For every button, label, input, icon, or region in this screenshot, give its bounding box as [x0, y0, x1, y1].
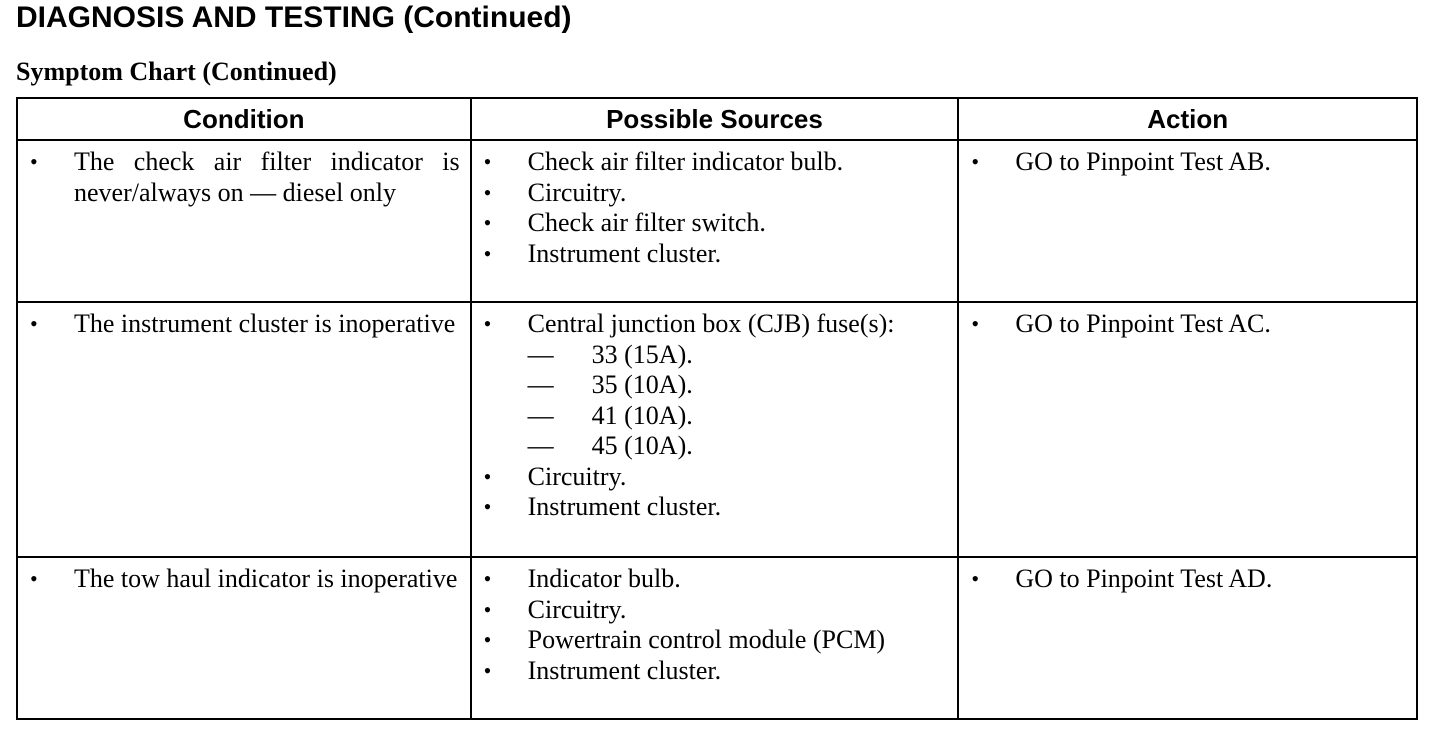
source-text: Circuitry.	[527, 177, 627, 207]
list-item	[971, 309, 1406, 340]
list-item	[484, 208, 948, 239]
source-text: Check air filter indicator bulb.	[527, 147, 844, 176]
bullet-glyph: •	[30, 311, 38, 336]
action-text: GO to Pinpoint Test AC.	[1015, 309, 1271, 338]
list-item	[484, 492, 948, 523]
fuse-list-item	[484, 431, 948, 462]
possible-sources-cell	[471, 557, 959, 719]
table-row	[17, 557, 1417, 719]
source-text: Check air filter switch.	[527, 208, 766, 237]
header-possible-sources: Possible Sources	[471, 98, 959, 140]
bullet-glyph: •	[483, 463, 492, 489]
page-heading: DIAGNOSIS AND TESTING (Continued)	[16, 1, 572, 34]
table-row	[17, 302, 1417, 557]
header-condition: Condition	[17, 98, 471, 140]
action-cell	[958, 302, 1417, 557]
possible-sources-cell	[471, 140, 959, 302]
bullet-glyph: •	[483, 657, 492, 683]
list-item	[484, 462, 948, 493]
fuse-list-item	[484, 340, 948, 371]
list-item	[971, 147, 1406, 178]
dash-glyph: —	[527, 339, 554, 369]
source-text: Circuitry.	[527, 461, 627, 491]
condition-text: The check air filter indicator is never/always on — diesel only	[74, 147, 460, 207]
condition-text: The tow haul indicator is inoperative	[74, 564, 458, 593]
possible-sources-cell	[471, 302, 959, 557]
action-cell	[958, 557, 1417, 719]
source-text: Indicator bulb.	[527, 564, 681, 593]
list-item	[484, 564, 948, 595]
bullet-glyph: •	[483, 179, 492, 205]
fuse-list-item	[484, 401, 948, 432]
fuse-text: 35 (10A).	[591, 370, 693, 399]
fuse-list-item	[484, 370, 948, 401]
action-cell	[958, 140, 1417, 302]
fuse-text: 33 (15A).	[591, 339, 693, 369]
list-item	[484, 309, 948, 340]
source-text: Instrument cluster.	[527, 238, 722, 268]
section-heading: Symptom Chart (Continued)	[16, 57, 337, 86]
list-item	[484, 625, 948, 656]
list-item	[484, 178, 948, 209]
list-item	[484, 656, 948, 687]
symptom-chart-table	[16, 97, 1418, 720]
condition-cell	[17, 557, 471, 719]
dash-glyph: —	[527, 431, 554, 460]
source-text: Circuitry.	[527, 594, 627, 624]
action-text: GO to Pinpoint Test AD.	[1015, 564, 1273, 593]
bullet-glyph: •	[971, 566, 980, 591]
dash-glyph: —	[527, 400, 554, 430]
condition-text: The instrument cluster is inoperative	[74, 309, 456, 338]
bullet-glyph: •	[483, 627, 492, 652]
bullet-glyph: •	[483, 311, 492, 336]
bullet-glyph: •	[30, 149, 38, 174]
condition-cell	[17, 302, 471, 557]
source-text: Powertrain control module (PCM)	[527, 625, 886, 654]
list-item	[30, 309, 460, 340]
bullet-glyph: •	[971, 149, 980, 174]
action-text: GO to Pinpoint Test AB.	[1015, 147, 1271, 176]
list-item	[30, 564, 460, 595]
list-item	[484, 147, 948, 178]
bullet-glyph: •	[483, 494, 492, 519]
list-item	[30, 147, 460, 208]
bullet-glyph: •	[483, 210, 492, 235]
table-header-row	[17, 98, 1417, 140]
source-text: Instrument cluster.	[527, 655, 722, 685]
bullet-glyph: •	[483, 566, 492, 591]
bullet-glyph: •	[483, 149, 492, 174]
bullet-glyph: •	[483, 596, 492, 622]
source-text: Instrument cluster.	[527, 492, 722, 521]
table-row	[17, 140, 1417, 302]
fuse-text: 41 (10A).	[591, 400, 693, 430]
list-item	[484, 239, 948, 270]
bullet-glyph: •	[30, 566, 38, 591]
condition-cell	[17, 140, 471, 302]
dash-glyph: —	[527, 370, 554, 399]
source-text: Central junction box (CJB) fuse(s):	[527, 309, 895, 338]
header-action: Action	[958, 98, 1417, 140]
fuse-text: 45 (10A).	[591, 431, 693, 460]
bullet-glyph: •	[971, 311, 980, 336]
list-item	[484, 595, 948, 626]
list-item	[971, 564, 1406, 595]
bullet-glyph: •	[483, 240, 492, 266]
